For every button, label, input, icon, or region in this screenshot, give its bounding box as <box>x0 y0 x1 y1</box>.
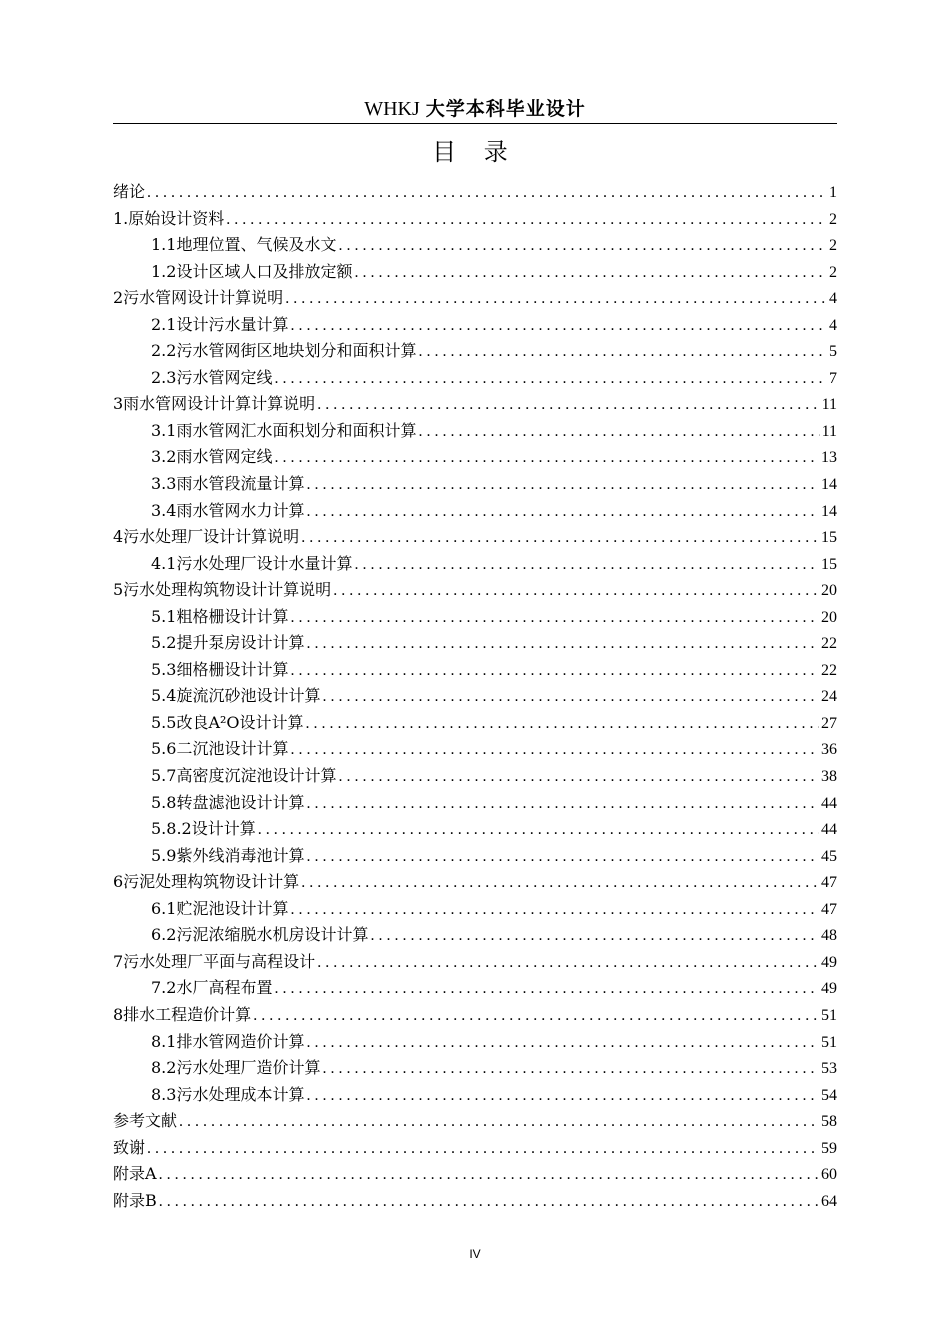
toc-entry-page: 45 <box>821 847 837 865</box>
toc-entry[interactable] <box>113 843 837 870</box>
toc-entry-page: 13 <box>821 449 837 467</box>
toc-entry[interactable] <box>113 1108 837 1135</box>
toc-entry[interactable] <box>113 1082 837 1109</box>
toc-leader-dots <box>306 844 819 870</box>
toc-entry-label: 8.2污水处理厂造价计算 <box>151 1058 321 1078</box>
toc-entry-label: 5.2提升泵房设计计算 <box>151 633 305 653</box>
toc-entry-page: 48 <box>821 927 837 945</box>
toc-entry[interactable] <box>113 604 837 631</box>
toc-entry-label: 3.1雨水管网汇水面积划分和面积计算 <box>151 420 417 440</box>
toc-entry-page: 36 <box>821 741 837 759</box>
toc-entry[interactable] <box>113 790 837 817</box>
toc-leader-dots <box>147 180 827 206</box>
toc-entry-label: 5.3细格栅设计计算 <box>151 659 289 679</box>
toc-entry[interactable] <box>113 683 837 710</box>
toc-entry-page: 1 <box>829 184 837 201</box>
toc-entry-page: 15 <box>821 555 837 573</box>
toc-leader-dots <box>333 578 819 604</box>
toc-entry[interactable] <box>113 1002 837 1029</box>
toc-leader-dots <box>253 1003 819 1029</box>
toc-entry[interactable] <box>113 763 837 790</box>
toc-entry-page: 14 <box>821 476 837 494</box>
toc-entry-label: 1.2设计区域人口及排放定额 <box>151 261 353 281</box>
toc-entry[interactable] <box>113 922 837 949</box>
toc-leader-dots <box>290 605 819 631</box>
toc-entry-label: 附录A <box>113 1164 157 1184</box>
toc-entry-label: 8.1排水管网造价计算 <box>151 1031 305 1051</box>
toc-entry-label: 2.2污水管网街区地块划分和面积计算 <box>151 341 417 361</box>
toc-leader-dots <box>274 976 819 1002</box>
toc-entry[interactable] <box>113 391 837 418</box>
toc-entry-label: 7污水处理厂平面与高程设计 <box>113 951 316 971</box>
toc-entry-label: 5.4旋流沉砂池设计计算 <box>151 686 321 706</box>
toc-entry-page: 11 <box>821 396 837 414</box>
toc-entry-page: 51 <box>821 1006 837 1024</box>
header-text: 大学本科毕业设计 <box>425 98 586 120</box>
toc-entry-page: 15 <box>821 529 837 547</box>
toc-entry[interactable] <box>113 444 837 471</box>
toc-entry-label: 5.1粗格栅设计计算 <box>151 606 289 626</box>
toc-entry[interactable] <box>113 524 837 551</box>
toc-entry-label: 5.7高密度沉淀池设计计算 <box>151 766 337 786</box>
header-prefix: WHKJ <box>364 98 420 120</box>
toc-entry[interactable] <box>113 285 837 312</box>
toc-entry[interactable] <box>113 869 837 896</box>
toc-entry[interactable] <box>113 1188 837 1215</box>
toc-entry-page: 38 <box>821 768 837 786</box>
toc-entry-label: 1.1地理位置、气候及水文 <box>151 235 337 255</box>
toc-entry-page: 59 <box>821 1139 837 1157</box>
toc-entry-page: 22 <box>821 661 837 679</box>
toc-leader-dots <box>370 923 819 949</box>
toc-leader-dots <box>418 339 827 365</box>
toc-leader-dots <box>258 817 819 843</box>
toc-entry-label: 2污水管网设计计算说明 <box>113 288 284 308</box>
toc-leader-dots <box>147 1136 819 1162</box>
toc-leader-dots <box>285 286 827 312</box>
toc-entry-page: 49 <box>821 953 837 971</box>
toc-leader-dots <box>301 870 819 896</box>
toc-leader-dots <box>306 1030 819 1056</box>
toc-entry-page: 64 <box>821 1192 837 1210</box>
toc-entry-label: 附录B <box>113 1190 157 1210</box>
toc-entry-label: 5.8转盘滤池设计计算 <box>151 792 305 812</box>
toc-leader-dots <box>354 552 819 578</box>
toc-entry-label: 5污水处理构筑物设计计算说明 <box>113 580 332 600</box>
toc-entry-label: 4污水处理厂设计计算说明 <box>113 527 300 547</box>
toc-leader-dots <box>290 737 819 763</box>
toc-entry-page: 20 <box>821 608 837 626</box>
toc-entry-page: 4 <box>829 316 837 334</box>
toc-entry-label: 5.5改良A²O设计计算 <box>151 712 304 732</box>
toc-entry-label: 绪论 <box>113 182 146 201</box>
toc-entry[interactable] <box>113 471 837 498</box>
toc-leader-dots <box>179 1109 819 1135</box>
toc-leader-dots <box>306 499 819 525</box>
toc-entry[interactable] <box>113 736 837 763</box>
toc-entry[interactable] <box>113 232 837 259</box>
toc-entry[interactable] <box>113 896 837 923</box>
toc-entry[interactable] <box>113 949 837 976</box>
toc-leader-dots <box>159 1189 819 1215</box>
toc-entry-page: 44 <box>821 794 837 812</box>
toc-entry-label: 2.3污水管网定线 <box>151 367 273 387</box>
toc-entry-page: 2 <box>829 210 837 228</box>
toc-entry-page: 22 <box>821 635 837 653</box>
toc-leader-dots <box>290 897 819 923</box>
page-header <box>113 96 837 124</box>
toc-entry[interactable] <box>113 179 837 206</box>
toc-entry[interactable] <box>113 710 837 737</box>
toc-entry-label: 3.4雨水管网水力计算 <box>151 500 305 520</box>
toc-leader-dots <box>290 658 819 684</box>
toc-entry-page: 54 <box>821 1086 837 1104</box>
toc-leader-dots <box>322 1056 819 1082</box>
toc-entry-label: 4.1污水处理厂设计水量计算 <box>151 553 353 573</box>
toc-entry-page: 11 <box>821 422 837 440</box>
toc-leader-dots <box>306 631 819 657</box>
toc-entry-label: 6.2污泥浓缩脱水机房设计计算 <box>151 925 369 945</box>
toc-entry[interactable] <box>113 975 837 1002</box>
toc-entry[interactable] <box>113 630 837 657</box>
toc-entry-page: 53 <box>821 1060 837 1078</box>
toc-entry[interactable] <box>113 259 837 286</box>
toc-leader-dots <box>159 1162 819 1188</box>
toc-entry-page: 2 <box>829 263 837 281</box>
toc-entry-label: 1.原始设计资料 <box>113 208 225 228</box>
toc-entry-page: 47 <box>821 900 837 918</box>
toc-entry-label: 3.2雨水管网定线 <box>151 447 273 467</box>
toc-entry[interactable] <box>113 312 837 339</box>
toc-entry-page: 58 <box>821 1113 837 1131</box>
toc-leader-dots <box>226 207 827 233</box>
toc-entry-label: 致谢 <box>113 1137 146 1157</box>
toc-entry-page: 4 <box>829 290 837 308</box>
toc-leader-dots <box>306 791 819 817</box>
toc-leader-dots <box>418 419 819 445</box>
toc-entry-label: 8排水工程造价计算 <box>113 1004 252 1024</box>
toc-entry-page: 2 <box>829 237 837 255</box>
toc-entry[interactable] <box>113 206 837 233</box>
table-of-contents <box>113 179 837 1214</box>
toc-leader-dots <box>274 366 827 392</box>
toc-leader-dots <box>306 1083 819 1109</box>
toc-entry[interactable] <box>113 551 837 578</box>
toc-leader-dots <box>290 313 827 339</box>
toc-entry-page: 5 <box>829 343 837 361</box>
toc-entry[interactable] <box>113 418 837 445</box>
toc-entry[interactable] <box>113 1029 837 1056</box>
toc-entry-label: 5.9紫外线消毒池计算 <box>151 845 305 865</box>
toc-entry-page: 44 <box>821 821 837 839</box>
toc-entry[interactable] <box>113 498 837 525</box>
toc-entry[interactable] <box>113 816 837 843</box>
toc-entry-page: 20 <box>821 582 837 600</box>
toc-leader-dots <box>317 392 819 418</box>
toc-entry[interactable] <box>113 657 837 684</box>
toc-entry-page: 27 <box>821 714 837 732</box>
toc-entry[interactable] <box>113 577 837 604</box>
toc-leader-dots <box>354 260 827 286</box>
toc-entry-label: 3雨水管网设计计算计算说明 <box>113 394 316 414</box>
toc-entry-label: 8.3污水处理成本计算 <box>151 1084 305 1104</box>
toc-entry-label: 5.8.2设计计算 <box>151 819 256 839</box>
page-number: IV <box>469 1247 481 1261</box>
toc-entry-page: 51 <box>821 1033 837 1051</box>
page-title: 目 录 <box>432 138 518 166</box>
toc-entry[interactable] <box>113 1055 837 1082</box>
toc-leader-dots <box>301 525 819 551</box>
toc-entry-label: 3.3雨水管段流量计算 <box>151 474 305 494</box>
toc-entry-page: 14 <box>821 502 837 520</box>
toc-leader-dots <box>338 233 827 259</box>
toc-entry[interactable] <box>113 338 837 365</box>
toc-entry-page: 7 <box>829 369 837 387</box>
toc-leader-dots <box>274 445 819 471</box>
toc-entry-page: 60 <box>821 1166 837 1184</box>
toc-entry-label: 6污泥处理构筑物设计计算 <box>113 872 300 892</box>
toc-entry[interactable] <box>113 365 837 392</box>
toc-leader-dots <box>306 472 819 498</box>
toc-entry-page: 47 <box>821 874 837 892</box>
toc-entry-page: 24 <box>821 688 837 706</box>
toc-entry[interactable] <box>113 1161 837 1188</box>
toc-entry-label: 参考文献 <box>113 1111 178 1131</box>
toc-entry-label: 5.6二沉池设计计算 <box>151 739 289 759</box>
toc-leader-dots <box>317 950 819 976</box>
toc-entry-label: 2.1设计污水量计算 <box>151 314 289 334</box>
toc-entry[interactable] <box>113 1135 837 1162</box>
toc-entry-page: 49 <box>821 980 837 998</box>
toc-leader-dots <box>322 684 819 710</box>
toc-entry-label: 7.2水厂高程布置 <box>151 978 273 998</box>
toc-entry-label: 6.1贮泥池设计计算 <box>151 898 289 918</box>
toc-leader-dots <box>338 764 819 790</box>
toc-leader-dots <box>306 711 819 737</box>
